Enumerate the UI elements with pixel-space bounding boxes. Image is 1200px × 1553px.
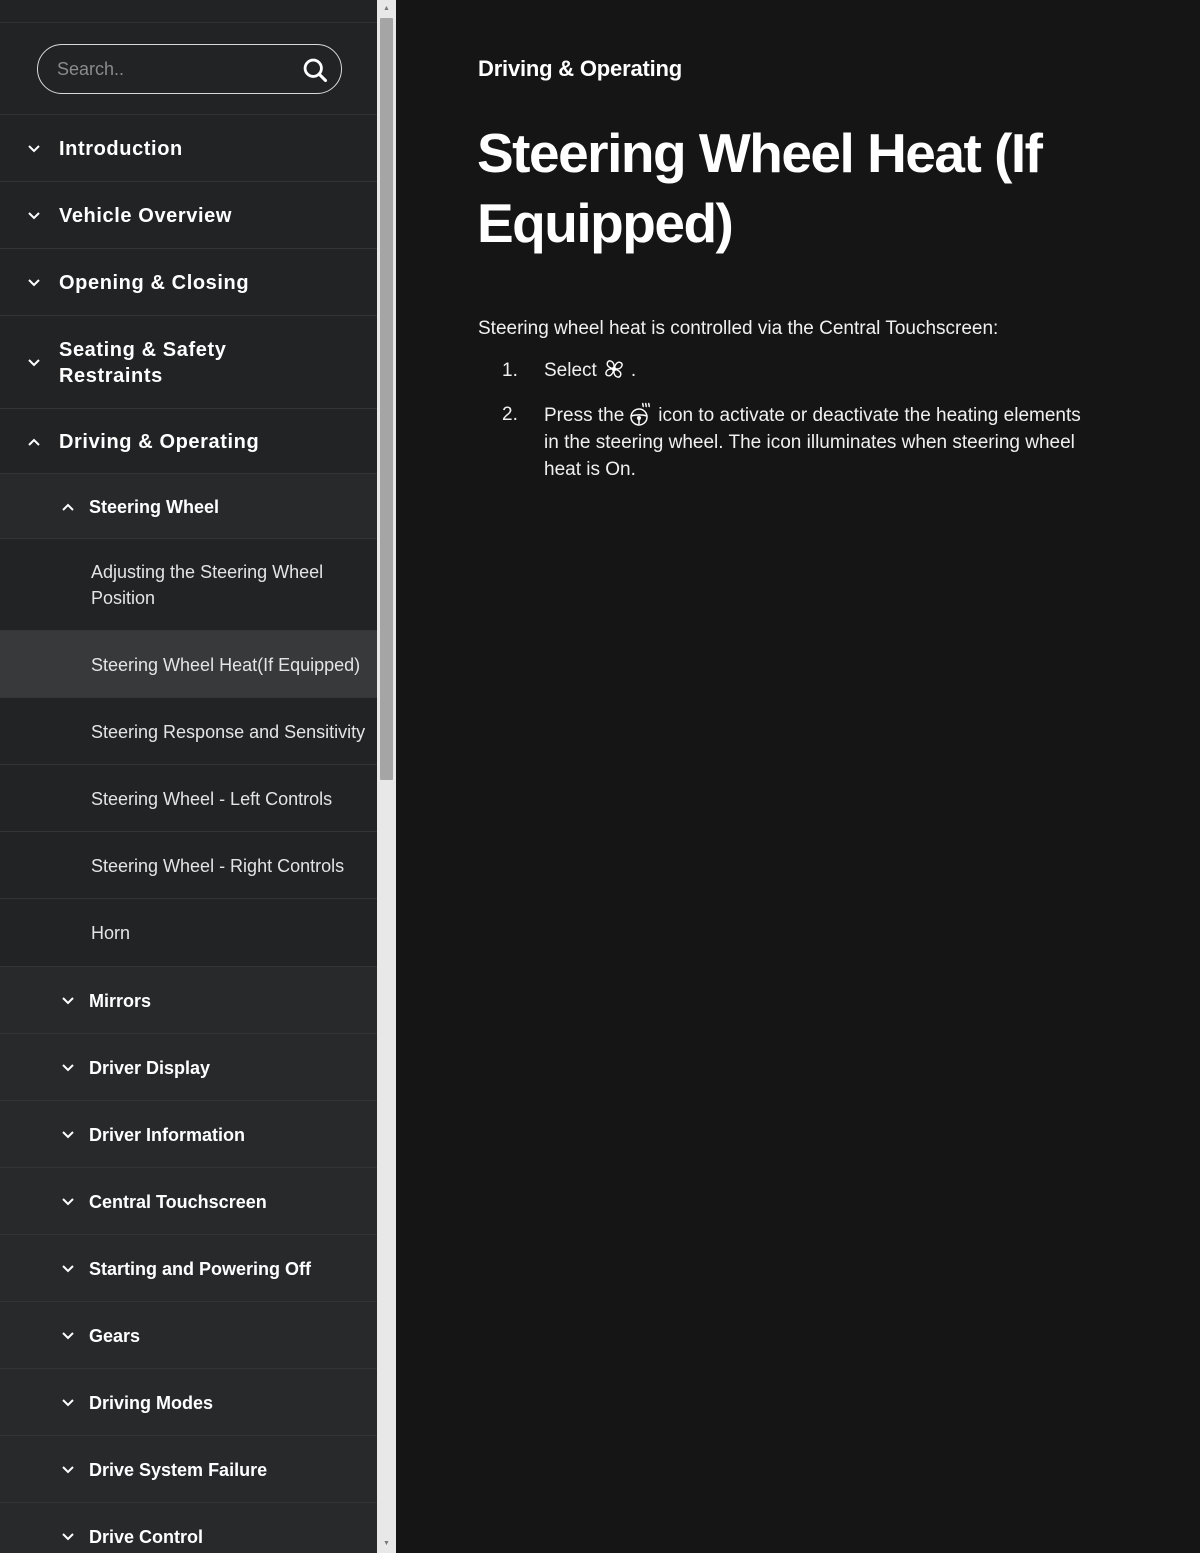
scroll-down-arrow-icon[interactable]: ▼ bbox=[383, 1540, 390, 1547]
search-area bbox=[0, 22, 377, 115]
chevron-down-icon bbox=[26, 355, 42, 371]
nav-leaf-horn[interactable] bbox=[0, 899, 377, 967]
chevron-down-icon bbox=[60, 1261, 76, 1277]
nav-subitem-label: Drive Control bbox=[89, 1526, 204, 1547]
chevron-down-icon bbox=[60, 1127, 76, 1143]
chevron-down-icon bbox=[26, 141, 42, 157]
chevron-down-icon bbox=[60, 1060, 76, 1076]
intro-paragraph: Steering wheel heat is controlled via the Central Touchscreen: bbox=[478, 318, 999, 339]
nav-item-label: Opening & Closing bbox=[59, 271, 250, 294]
step-number: 2. bbox=[502, 404, 518, 425]
nav-leaf-steering-wheel-heat[interactable] bbox=[0, 631, 377, 698]
step-text-after: icon to activate or deactivate the heating elements in the steering wheel. The icon illuminates when steering wheel heat is On. bbox=[544, 405, 1081, 480]
step-text-before: Select bbox=[544, 360, 597, 382]
search-input[interactable] bbox=[57, 55, 292, 83]
search-icon[interactable] bbox=[301, 56, 329, 84]
fan-icon bbox=[601, 356, 627, 382]
nav-subitem-drive-control[interactable] bbox=[0, 1503, 377, 1553]
chevron-down-icon bbox=[60, 1462, 76, 1478]
nav-subitem-starting-powering-off[interactable] bbox=[0, 1235, 377, 1302]
step-text-after: . bbox=[630, 360, 637, 382]
nav-leaf-label: Adjusting the Steering Wheel Position bbox=[91, 562, 324, 608]
step-text bbox=[544, 402, 1084, 483]
steering-wheel-heat-icon bbox=[628, 401, 654, 427]
nav-subitem-driver-information[interactable] bbox=[0, 1101, 377, 1168]
nav-subitem-mirrors[interactable] bbox=[0, 967, 377, 1034]
chevron-down-icon bbox=[26, 275, 42, 291]
step-text-before: Press the bbox=[544, 405, 625, 426]
nav-subitem-driving-modes[interactable] bbox=[0, 1369, 377, 1436]
nav-item-label: Introduction bbox=[59, 137, 183, 160]
page-title: Steering Wheel Heat (If Equipped) bbox=[477, 122, 1042, 254]
nav-item-label: Driving & Operating bbox=[59, 430, 260, 453]
nav-leaf-left-controls[interactable] bbox=[0, 765, 377, 832]
nav-leaf-label: Steering Wheel - Right Controls bbox=[91, 855, 345, 876]
nav-subitem-central-touchscreen[interactable] bbox=[0, 1168, 377, 1235]
nav-subitem-driver-display[interactable] bbox=[0, 1034, 377, 1101]
sidebar bbox=[0, 0, 377, 1553]
nav-subitem-steering-wheel[interactable] bbox=[0, 474, 377, 539]
nav-subitem-label: Driver Display bbox=[89, 1057, 211, 1078]
chevron-up-icon bbox=[60, 499, 76, 515]
nav-subitem-drive-system-failure[interactable] bbox=[0, 1436, 377, 1503]
chevron-down-icon bbox=[60, 1328, 76, 1344]
breadcrumb[interactable]: Driving & Operating bbox=[478, 56, 682, 81]
nav-item-vehicle-overview[interactable] bbox=[0, 182, 377, 249]
chevron-down-icon bbox=[60, 1194, 76, 1210]
chevron-up-icon bbox=[26, 434, 42, 450]
search-box[interactable] bbox=[37, 44, 342, 94]
nav-leaf-adjusting-position[interactable] bbox=[0, 539, 377, 631]
nav-subitem-label: Starting and Powering Off bbox=[89, 1258, 312, 1279]
scroll-up-arrow-icon[interactable]: ▲ bbox=[383, 5, 390, 12]
nav-leaf-label: Steering Wheel Heat(If Equipped) bbox=[91, 654, 361, 675]
main-content bbox=[396, 0, 1200, 1553]
step-text bbox=[544, 358, 1084, 384]
chevron-down-icon bbox=[60, 1529, 76, 1545]
nav-leaf-label: Steering Response and Sensitivity bbox=[91, 721, 366, 742]
nav-leaf-steering-response[interactable] bbox=[0, 698, 377, 765]
nav-subitem-label: Mirrors bbox=[89, 990, 152, 1011]
chevron-down-icon bbox=[26, 208, 42, 224]
nav-item-label: Vehicle Overview bbox=[59, 204, 233, 227]
nav-leaf-right-controls[interactable] bbox=[0, 832, 377, 899]
nav-subitem-label: Driver Information bbox=[89, 1124, 246, 1145]
nav-item-label: Seating & Safety Restraints bbox=[59, 338, 227, 387]
chevron-down-icon bbox=[60, 993, 76, 1009]
nav-item-seating-safety[interactable] bbox=[0, 316, 377, 409]
nav-subitem-label: Drive System Failure bbox=[89, 1459, 268, 1480]
nav-subitem-label: Driving Modes bbox=[89, 1392, 214, 1413]
nav-item-introduction[interactable] bbox=[0, 115, 377, 182]
nav-subitem-gears[interactable] bbox=[0, 1302, 377, 1369]
nav-subitem-label: Gears bbox=[89, 1325, 141, 1346]
nav-item-driving-operating[interactable] bbox=[0, 409, 377, 474]
step-number: 1. bbox=[502, 360, 518, 381]
nav-leaf-label: Steering Wheel - Left Controls bbox=[91, 788, 333, 809]
nav-subitem-label: Central Touchscreen bbox=[89, 1191, 267, 1212]
nav-leaf-label: Horn bbox=[91, 923, 131, 943]
nav-item-opening-closing[interactable] bbox=[0, 249, 377, 316]
scrollbar-thumb[interactable] bbox=[380, 18, 393, 780]
nav-subitem-label: Steering Wheel bbox=[89, 496, 220, 517]
sidebar-scrollbar[interactable] bbox=[377, 0, 396, 1553]
chevron-down-icon bbox=[60, 1395, 76, 1411]
